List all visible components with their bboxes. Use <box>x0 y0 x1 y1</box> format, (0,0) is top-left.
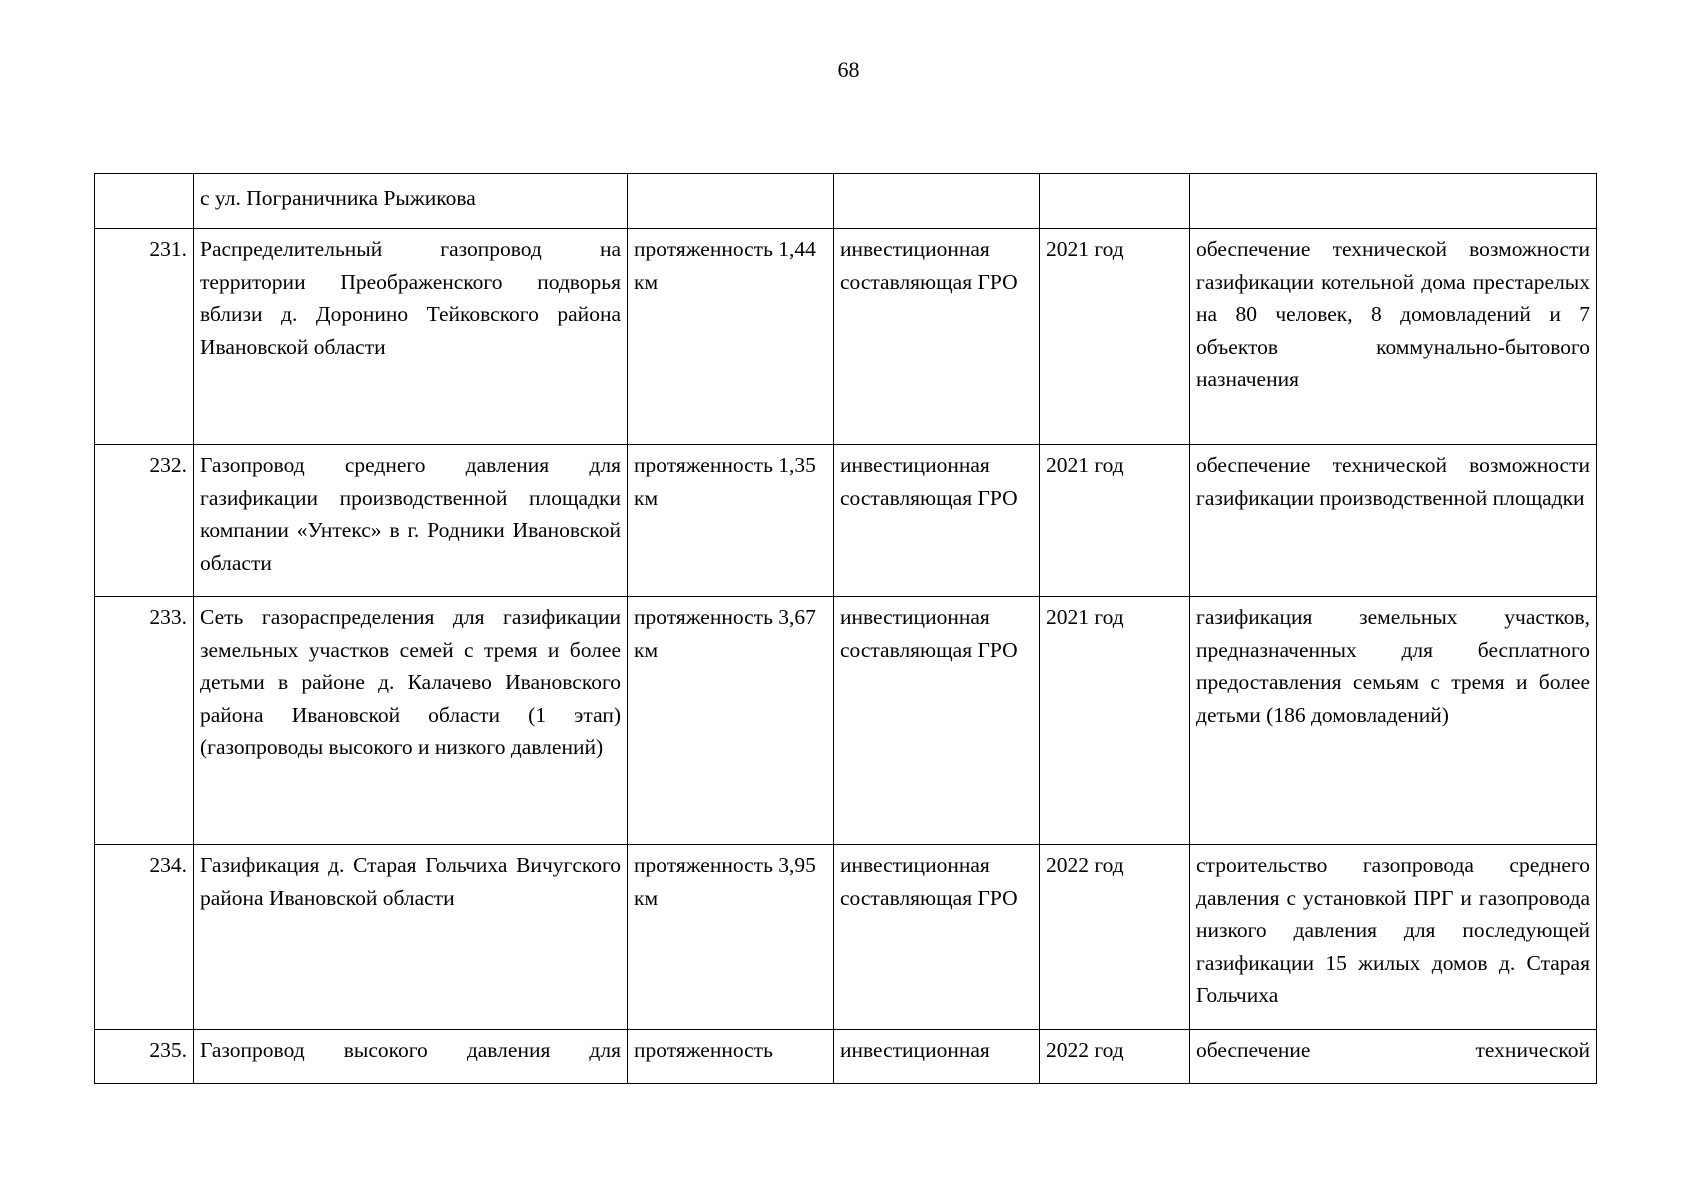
cell-length <box>628 174 834 229</box>
cell-year <box>1040 174 1190 229</box>
cell-name: Газопровод среднего давления для газификации производственной площадки компании «Унтекс» в г. Родники Ивановской области <box>194 445 628 597</box>
cell-purpose <box>1190 174 1597 229</box>
cell-year: 2021 год <box>1040 445 1190 597</box>
cell-source <box>834 174 1040 229</box>
cell-purpose: обеспечение технической возможности газификации котельной дома престарелых на 80 человек, 8 домовладений и 7 объектов коммунально-бытового назначения <box>1190 229 1597 445</box>
page-number: 68 <box>837 57 860 82</box>
cell-year: 2021 год <box>1040 597 1190 845</box>
cell-purpose: обеспечение технической <box>1190 1030 1597 1084</box>
cell-num: 233. <box>95 597 194 845</box>
cell-name: Распределительный газопровод на территории Преображенского подворья вблизи д. Доронино Тейковского района Ивановской области <box>194 229 628 445</box>
cell-length: протяженность 1,35 км <box>628 445 834 597</box>
cell-source: инвестиционная составляющая ГРО <box>834 845 1040 1030</box>
cell-purpose: обеспечение технической возможности газификации производственной площадки <box>1190 445 1597 597</box>
cell-year: 2022 год <box>1040 845 1190 1030</box>
cell-num: 234. <box>95 845 194 1030</box>
cell-num: 232. <box>95 445 194 597</box>
cell-name: Сеть газораспределения для газификации земельных участков семей с тремя и более детьми в районе д. Калачево Ивановского района Ивановской области (1 этап) (газопроводы высокого и низкого давлений) <box>194 597 628 845</box>
table-row <box>95 1030 1597 1084</box>
cell-num: 231. <box>95 229 194 445</box>
table-row <box>95 845 1597 1030</box>
cell-name: Газификация д. Старая Гольчиха Вичугского района Ивановской области <box>194 845 628 1030</box>
cell-source: инвестиционная составляющая ГРО <box>834 597 1040 845</box>
cell-length: протяженность 1,44 км <box>628 229 834 445</box>
table-row <box>95 597 1597 845</box>
cell-length: протяженность 3,95 км <box>628 845 834 1030</box>
table-row-continuation <box>95 174 1597 229</box>
cell-purpose: строительство газопровода среднего давления с установкой ПРГ и газопровода низкого давления для последующей газификации 15 жилых домов д. Старая Гольчиха <box>1190 845 1597 1030</box>
cell-name: Газопровод высокого давления для <box>194 1030 628 1084</box>
cell-length: протяженность 3,67 км <box>628 597 834 845</box>
cell-source: инвестиционная составляющая ГРО <box>834 445 1040 597</box>
gas-pipeline-table <box>94 173 1597 1084</box>
cell-year: 2022 год <box>1040 1030 1190 1084</box>
cell-source: инвестиционная <box>834 1030 1040 1084</box>
cell-source: инвестиционная составляющая ГРО <box>834 229 1040 445</box>
cell-purpose: газификация земельных участков, предназначенных для бесплатного предоставления семьям с тремя и более детьми (186 домовладений) <box>1190 597 1597 845</box>
table-row <box>95 445 1597 597</box>
table-row <box>95 229 1597 445</box>
cell-num: 235. <box>95 1030 194 1084</box>
cell-length: протяженность <box>628 1030 834 1084</box>
cell-year: 2021 год <box>1040 229 1190 445</box>
cell-name: с ул. Пограничника Рыжикова <box>194 174 628 229</box>
cell-num <box>95 174 194 229</box>
